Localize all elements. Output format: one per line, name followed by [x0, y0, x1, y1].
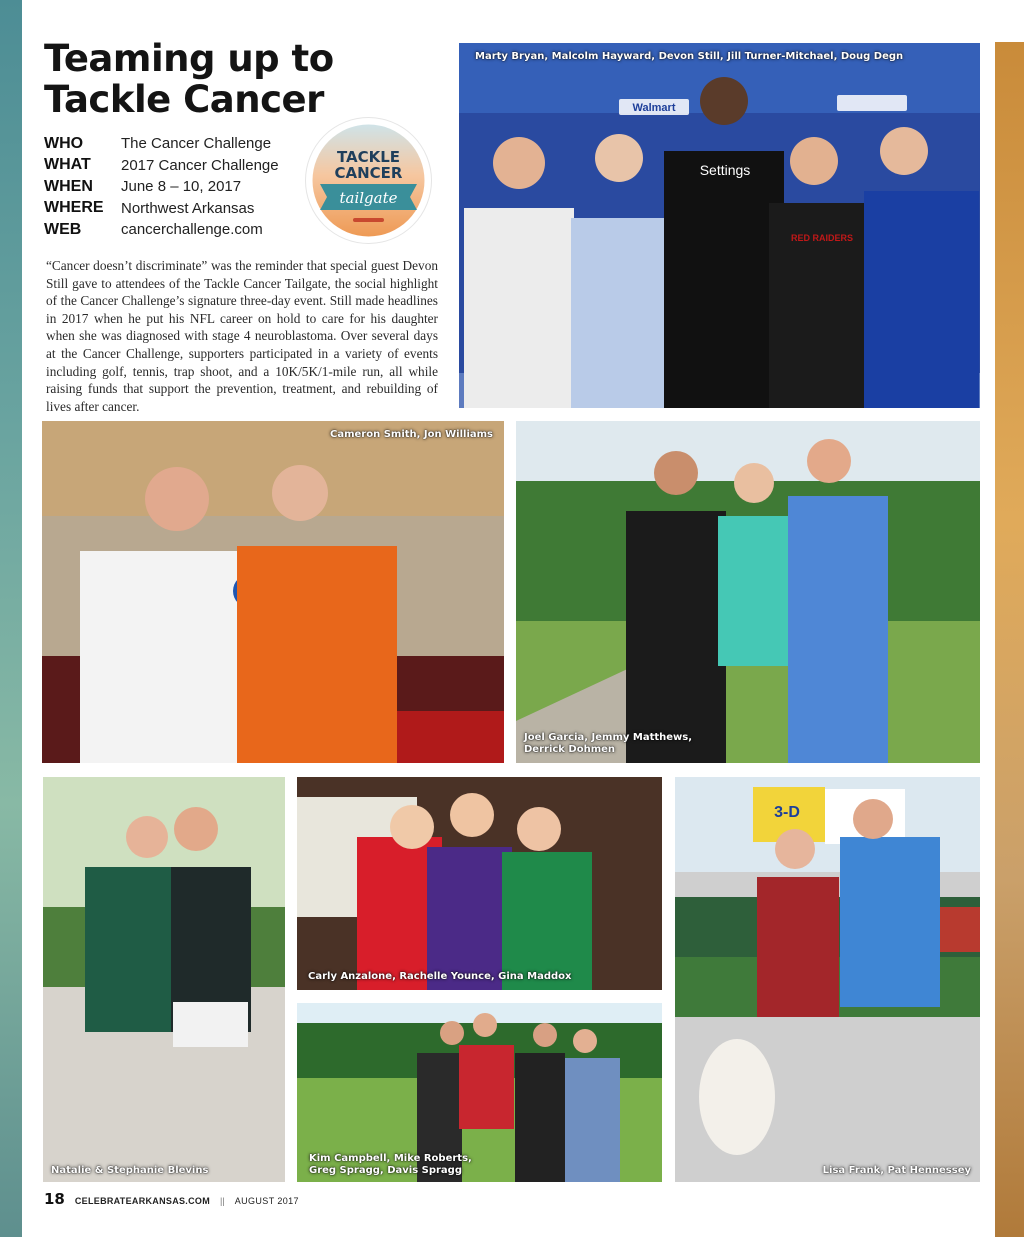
fact-value: 2017 Cancer Challenge	[121, 156, 279, 174]
footer-site-link[interactable]: CELEBRATEARKANSAS.COM	[74, 1196, 211, 1206]
fact-label: WHAT	[44, 156, 91, 174]
jersey-red-raiders-text: RED RAIDERS	[790, 233, 854, 243]
photo-lisa-frank-pat-hennessey	[675, 777, 980, 1182]
photo-caption: Lisa Frank, Pat Hennessey	[822, 1165, 971, 1176]
fact-when	[44, 176, 304, 198]
fact-web-link[interactable]: cancerchallenge.com	[121, 221, 263, 239]
right-edge-stripe	[995, 42, 1024, 1237]
fact-label: WHEN	[44, 177, 93, 195]
logo-line-1: TACKLE	[336, 148, 401, 166]
event-facts	[44, 133, 304, 241]
photo-cameron-smith-jon-williams	[42, 421, 504, 763]
fact-what	[44, 155, 304, 177]
page-title: Teaming up to Tackle Cancer	[44, 37, 334, 121]
photo-natalie-stephanie-blevins	[43, 777, 285, 1182]
fact-value: June 8 – 10, 2017	[121, 178, 242, 196]
left-edge-stripe	[0, 0, 22, 1237]
footer-separator: ||	[220, 1196, 225, 1206]
logo-script: tailgate	[339, 189, 398, 207]
photo-jersey-trio	[297, 777, 662, 990]
photo-caption: Marty Bryan, Malcolm Hayward, Devon Still, Jill Turner-Mitchael, Doug Degn	[475, 51, 904, 62]
photo-caption: Natalie & Stephanie Blevins	[51, 1165, 209, 1176]
photo-caption: Joel Garcia, Jemmy Matthews, Derrick Dohmen	[524, 732, 693, 755]
fact-value: The Cancer Challenge	[121, 135, 272, 153]
fact-label: WHO	[44, 134, 84, 152]
logo-line-2: CANCER	[334, 164, 403, 182]
photo-caption: Kim Campbell, Mike Roberts, Greg Spragg, Davis Spragg	[309, 1153, 472, 1176]
fact-who	[44, 133, 304, 155]
photo-tennis-trio	[516, 421, 980, 763]
photo-golf-foursome	[297, 1003, 662, 1182]
banner-walmart-text: Walmart	[632, 102, 676, 114]
shirt-settings-text: Settings	[699, 162, 751, 178]
photo-caption: Carly Anzalone, Rachelle Younce, Gina Maddox	[308, 971, 572, 982]
fact-label: WHERE	[44, 199, 104, 217]
fact-value: Northwest Arkansas	[121, 199, 255, 217]
footer-issue: AUGUST 2017	[234, 1196, 299, 1206]
page-footer	[44, 1190, 299, 1208]
tackle-cancer-tailgate-logo	[305, 117, 432, 244]
sign-3d-text: 3-D	[774, 804, 800, 821]
page-number: 18	[44, 1190, 65, 1208]
fact-label: WEB	[44, 220, 82, 238]
fact-where	[44, 198, 304, 220]
photo-devon-still-group	[459, 43, 980, 408]
fact-web	[44, 219, 304, 241]
photo-caption: Cameron Smith, Jon Williams	[330, 429, 493, 440]
article-body: “Cancer doesn’t discriminate” was the reminder that special guest Devon Still gave to attendees of the Tackle Cancer Tailgate, the social highlight of the Cancer Challenge’s signature three-day event. Still made headlines in 2017 when he put his NFL career on hold to care for his daughter when she was diagnosed with stage 4 neuroblastoma. Over several days at the Cancer Challenge, supporters participated in a variety of events including golf, tennis, trap shoot, and a 10K/5K/1-mile run, all while raising funds that support the prevention, treatment, and rebuilding of lives after cancer.	[46, 258, 438, 414]
